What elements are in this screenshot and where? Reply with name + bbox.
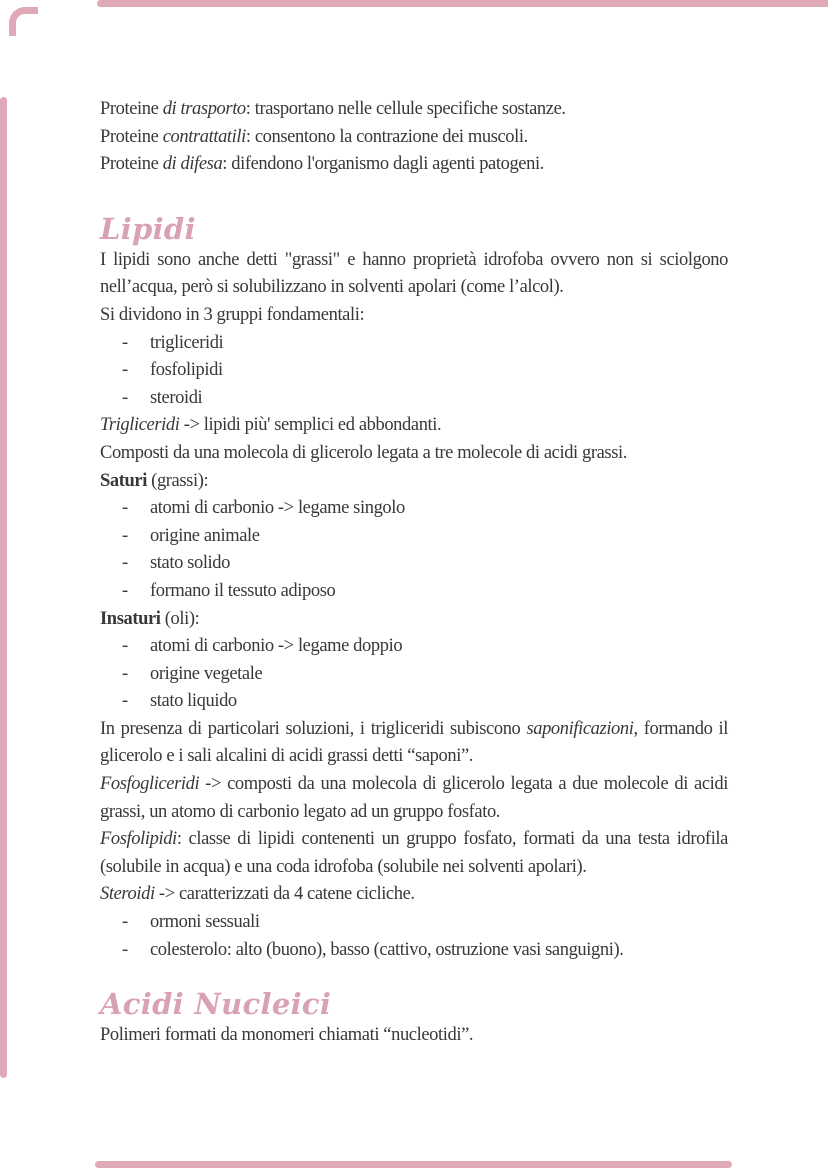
bullet-item-insaturi-1 bbox=[100, 633, 728, 661]
bullet-item-insaturi-2 bbox=[100, 661, 728, 689]
bullet-dash: - bbox=[122, 691, 128, 712]
paragraph-proteine-trasporto: Proteine di trasporto: trasportano nelle cellule specifiche sostanze. bbox=[100, 99, 566, 119]
paragraph-saponificazioni: In presenza di particolari soluzioni, i trigliceridi subiscono saponificazioni, formando il glicerolo e i sali alcalini di acidi grassi detti “saponi”. bbox=[100, 718, 728, 767]
document-content bbox=[100, 96, 728, 1050]
bullet-dash: - bbox=[122, 525, 128, 546]
bullet-text: trigliceridi bbox=[150, 332, 224, 353]
paragraph-saturi-label: Saturi (grassi): bbox=[100, 470, 209, 491]
page-border-top bbox=[97, 0, 828, 7]
bullet-text: atomi di carbonio -> legame doppio bbox=[150, 636, 403, 657]
bullet-dash: - bbox=[122, 580, 128, 601]
bullet-dash: - bbox=[122, 498, 128, 519]
heading-lipidi: Lipidi bbox=[100, 211, 196, 246]
heading-acidi-nucleici: Acidi Nucleici bbox=[100, 987, 332, 1022]
bullet-dash: - bbox=[122, 332, 128, 353]
bullet-dash: - bbox=[122, 939, 128, 960]
page-border-left bbox=[0, 97, 7, 1078]
paragraph-nucleici: Polimeri formati da monomeri chiamati “nucleotidi”. bbox=[100, 1025, 474, 1046]
page-border-bottom bbox=[95, 1161, 732, 1168]
bullet-item-colesterolo bbox=[100, 937, 728, 965]
bullet-item-fosfolipidi bbox=[100, 357, 728, 385]
bullet-dash: - bbox=[122, 553, 128, 574]
bullet-text: origine vegetale bbox=[150, 663, 263, 684]
page-border-corner bbox=[9, 7, 38, 36]
bullet-item-insaturi-3 bbox=[100, 688, 728, 716]
bullet-text: ormoni sessuali bbox=[150, 912, 260, 933]
bullet-text: origine animale bbox=[150, 525, 260, 546]
paragraph-insaturi-label: Insaturi (oli): bbox=[100, 608, 200, 629]
bullet-text: colesterolo: alto (buono), basso (cattivo, ostruzione vasi sanguigni). bbox=[150, 939, 624, 960]
paragraph-fosfogliceridi: Fosfogliceridi -> composti da una molecola di glicerolo legata a due molecole di acidi grassi, un atomo di carbonio legato ad un gruppo fosfato. bbox=[100, 774, 728, 822]
bullet-text: formano il tessuto adiposo bbox=[150, 580, 336, 601]
bullet-text: steroidi bbox=[150, 387, 203, 408]
paragraph-gruppi-label: Si dividono in 3 gruppi fondamentali: bbox=[100, 304, 365, 325]
bullet-dash: - bbox=[122, 360, 128, 381]
paragraph-fosfolipidi: Fosfolipidi: classe di lipidi contenenti un gruppo fosfato, formati da una testa idrofila (solubile in acqua) e una coda idrofoba (solubile nei solventi apolari). bbox=[100, 829, 728, 877]
bullet-text: stato liquido bbox=[150, 691, 237, 712]
paragraph-proteine-difesa: Proteine di difesa: difendono l'organismo dagli agenti patogeni. bbox=[100, 154, 544, 175]
paragraph-lipidi-intro: I lipidi sono anche detti "grassi" e hanno proprietà idrofoba ovvero non si sciolgono nell’acqua, però si solubilizzano in solventi apolari (come l’alcol). bbox=[100, 249, 728, 298]
bullet-item-saturi-3 bbox=[100, 550, 728, 578]
bullet-item-saturi-2 bbox=[100, 523, 728, 551]
bullet-text: stato solido bbox=[150, 553, 230, 574]
bullet-item-ormoni bbox=[100, 909, 728, 937]
bullet-item-trigliceridi bbox=[100, 330, 728, 358]
bullet-dash: - bbox=[122, 387, 128, 408]
paragraph-proteine-contrattatili: Proteine contrattatili: consentono la contrazione dei muscoli. bbox=[100, 126, 528, 147]
bullet-dash: - bbox=[122, 912, 128, 933]
bullet-dash: - bbox=[122, 636, 128, 657]
paragraph-composti: Composti da una molecola di glicerolo legata a tre molecole di acidi grassi. bbox=[100, 442, 627, 463]
paragraph-trigliceridi-def: Trigliceridi -> lipidi più' semplici ed abbondanti. bbox=[100, 415, 442, 436]
bullet-item-saturi-1 bbox=[100, 495, 728, 523]
paragraph-steroidi-def: Steroidi -> caratterizzati da 4 catene cicliche. bbox=[100, 884, 415, 905]
bullet-item-steroidi bbox=[100, 385, 728, 413]
bullet-text: fosfolipidi bbox=[150, 360, 223, 381]
bullet-text: atomi di carbonio -> legame singolo bbox=[150, 498, 405, 519]
bullet-item-saturi-4 bbox=[100, 578, 728, 606]
bullet-dash: - bbox=[122, 663, 128, 684]
